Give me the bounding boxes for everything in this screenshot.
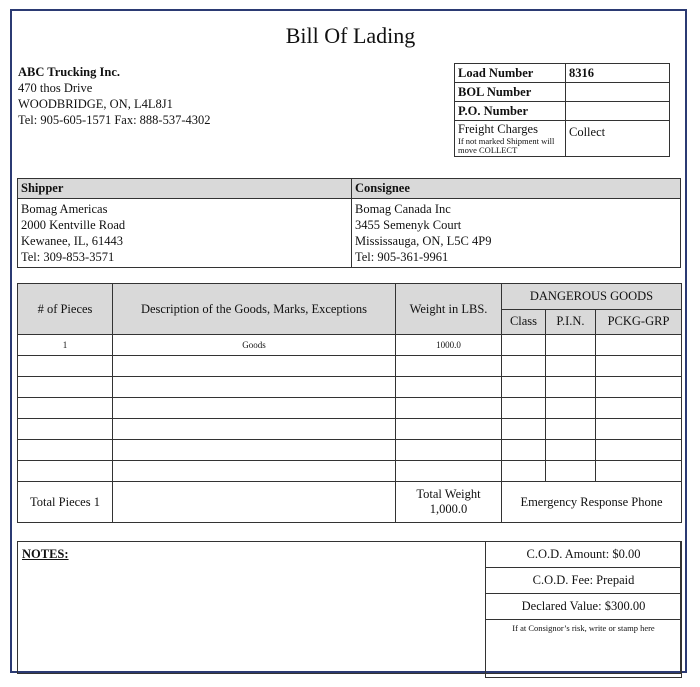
freight-charges-note: If not marked Shipment will move COLLECT	[458, 136, 555, 155]
description-cell: Goods	[113, 335, 396, 356]
description-cell	[113, 419, 396, 440]
table-row	[18, 419, 682, 440]
shipper-city: Kewanee, IL, 61443	[21, 234, 124, 248]
pin-cell	[546, 461, 596, 482]
cod-fee: C.O.D. Fee: Prepaid	[486, 568, 682, 594]
emergency-response-phone: Emergency Response Phone	[502, 482, 682, 523]
company-address: 470 thos Drive	[18, 81, 93, 95]
weight-cell	[396, 356, 502, 377]
weight-cell	[396, 377, 502, 398]
freight-charges-label: Freight Charges	[458, 122, 538, 136]
description-cell	[113, 398, 396, 419]
pckg-cell	[596, 419, 682, 440]
load-info-table	[454, 63, 670, 157]
table-row	[18, 377, 682, 398]
pckg-cell	[596, 335, 682, 356]
class-cell	[502, 398, 546, 419]
pin-cell	[546, 440, 596, 461]
load-number-label: Load Number	[455, 64, 566, 83]
class-cell	[502, 356, 546, 377]
description-cell	[113, 356, 396, 377]
bol-number-value	[566, 83, 670, 102]
freight-charges-cell	[455, 121, 566, 157]
consignee-phone: Tel: 905-361-9961	[355, 250, 449, 264]
pieces-cell	[18, 461, 113, 482]
consignor-risk-note: If at Consignor’s risk, write or stamp here	[486, 620, 682, 678]
weight-cell	[396, 398, 502, 419]
pckg-cell	[596, 440, 682, 461]
pckg-cell	[596, 461, 682, 482]
load-number-value: 8316	[566, 64, 670, 83]
description-cell	[113, 461, 396, 482]
pin-cell	[546, 398, 596, 419]
total-pieces: Total Pieces 1	[18, 482, 113, 523]
weight-cell	[396, 461, 502, 482]
cod-table	[485, 541, 682, 678]
freight-charges-value: Collect	[566, 121, 670, 157]
declared-value: Declared Value: $300.00	[486, 594, 682, 620]
shipper-details	[18, 199, 352, 268]
class-header: Class	[502, 309, 546, 335]
pieces-cell	[18, 440, 113, 461]
consignee-city: Mississauga, ON, L5C 4P9	[355, 234, 492, 248]
company-city: WOODBRIDGE, ON, L4L8J1	[18, 97, 173, 111]
total-weight-cell	[396, 482, 502, 523]
notes-label: NOTES:	[22, 547, 69, 561]
consignee-details	[352, 199, 681, 268]
total-weight-value: 1,000.0	[429, 502, 468, 516]
consignee-address: 3455 Semenyk Court	[355, 218, 462, 232]
pieces-cell	[18, 377, 113, 398]
table-row	[18, 461, 682, 482]
class-cell	[502, 440, 546, 461]
pieces-cell	[18, 398, 113, 419]
shipper-header: Shipper	[18, 179, 352, 199]
weight-header: Weight in LBS.	[396, 284, 502, 335]
description-cell	[113, 377, 396, 398]
class-cell	[502, 461, 546, 482]
shipper-name: Bomag Americas	[21, 202, 108, 216]
pckg-cell	[596, 377, 682, 398]
shipper-phone: Tel: 309-853-3571	[21, 250, 115, 264]
total-description-cell	[113, 482, 396, 523]
consignee-header: Consignee	[352, 179, 681, 199]
pieces-cell	[18, 356, 113, 377]
pin-cell	[546, 356, 596, 377]
shipper-address: 2000 Kentville Road	[21, 218, 126, 232]
weight-cell	[396, 419, 502, 440]
bol-number-label: BOL Number	[455, 83, 566, 102]
pin-cell	[546, 419, 596, 440]
po-number-value	[566, 102, 670, 121]
pckg-grp-header: PCKG-GRP	[596, 309, 682, 335]
table-row	[18, 398, 682, 419]
dangerous-goods-header: DANGEROUS GOODS	[502, 284, 682, 310]
pckg-cell	[596, 398, 682, 419]
page-title: Bill Of Lading	[285, 23, 416, 48]
cod-amount: C.O.D. Amount: $0.00	[486, 542, 682, 568]
weight-cell: 1000.0	[396, 335, 502, 356]
description-cell	[113, 440, 396, 461]
total-weight-label: Total Weight	[416, 487, 481, 501]
pieces-cell: 1	[18, 335, 113, 356]
notes-section	[17, 541, 681, 674]
goods-table	[17, 283, 682, 523]
company-name: ABC Trucking Inc.	[18, 65, 120, 79]
pckg-cell	[596, 356, 682, 377]
shipper-consignee-table	[17, 178, 681, 268]
description-header: Description of the Goods, Marks, Exceptions	[113, 284, 396, 335]
pin-cell	[546, 377, 596, 398]
pin-header: P.I.N.	[546, 309, 596, 335]
class-cell	[502, 377, 546, 398]
class-cell	[502, 419, 546, 440]
bill-of-lading-page	[10, 9, 687, 673]
table-row	[18, 335, 682, 356]
company-phone: Tel: 905-605-1571 Fax: 888-537-4302	[18, 113, 211, 127]
consignee-name: Bomag Canada Inc	[355, 202, 451, 216]
pieces-cell	[18, 419, 113, 440]
company-info	[18, 64, 211, 128]
class-cell	[502, 335, 546, 356]
pieces-header: # of Pieces	[18, 284, 113, 335]
table-row	[18, 440, 682, 461]
weight-cell	[396, 440, 502, 461]
pin-cell	[546, 335, 596, 356]
po-number-label: P.O. Number	[455, 102, 566, 121]
table-row	[18, 356, 682, 377]
